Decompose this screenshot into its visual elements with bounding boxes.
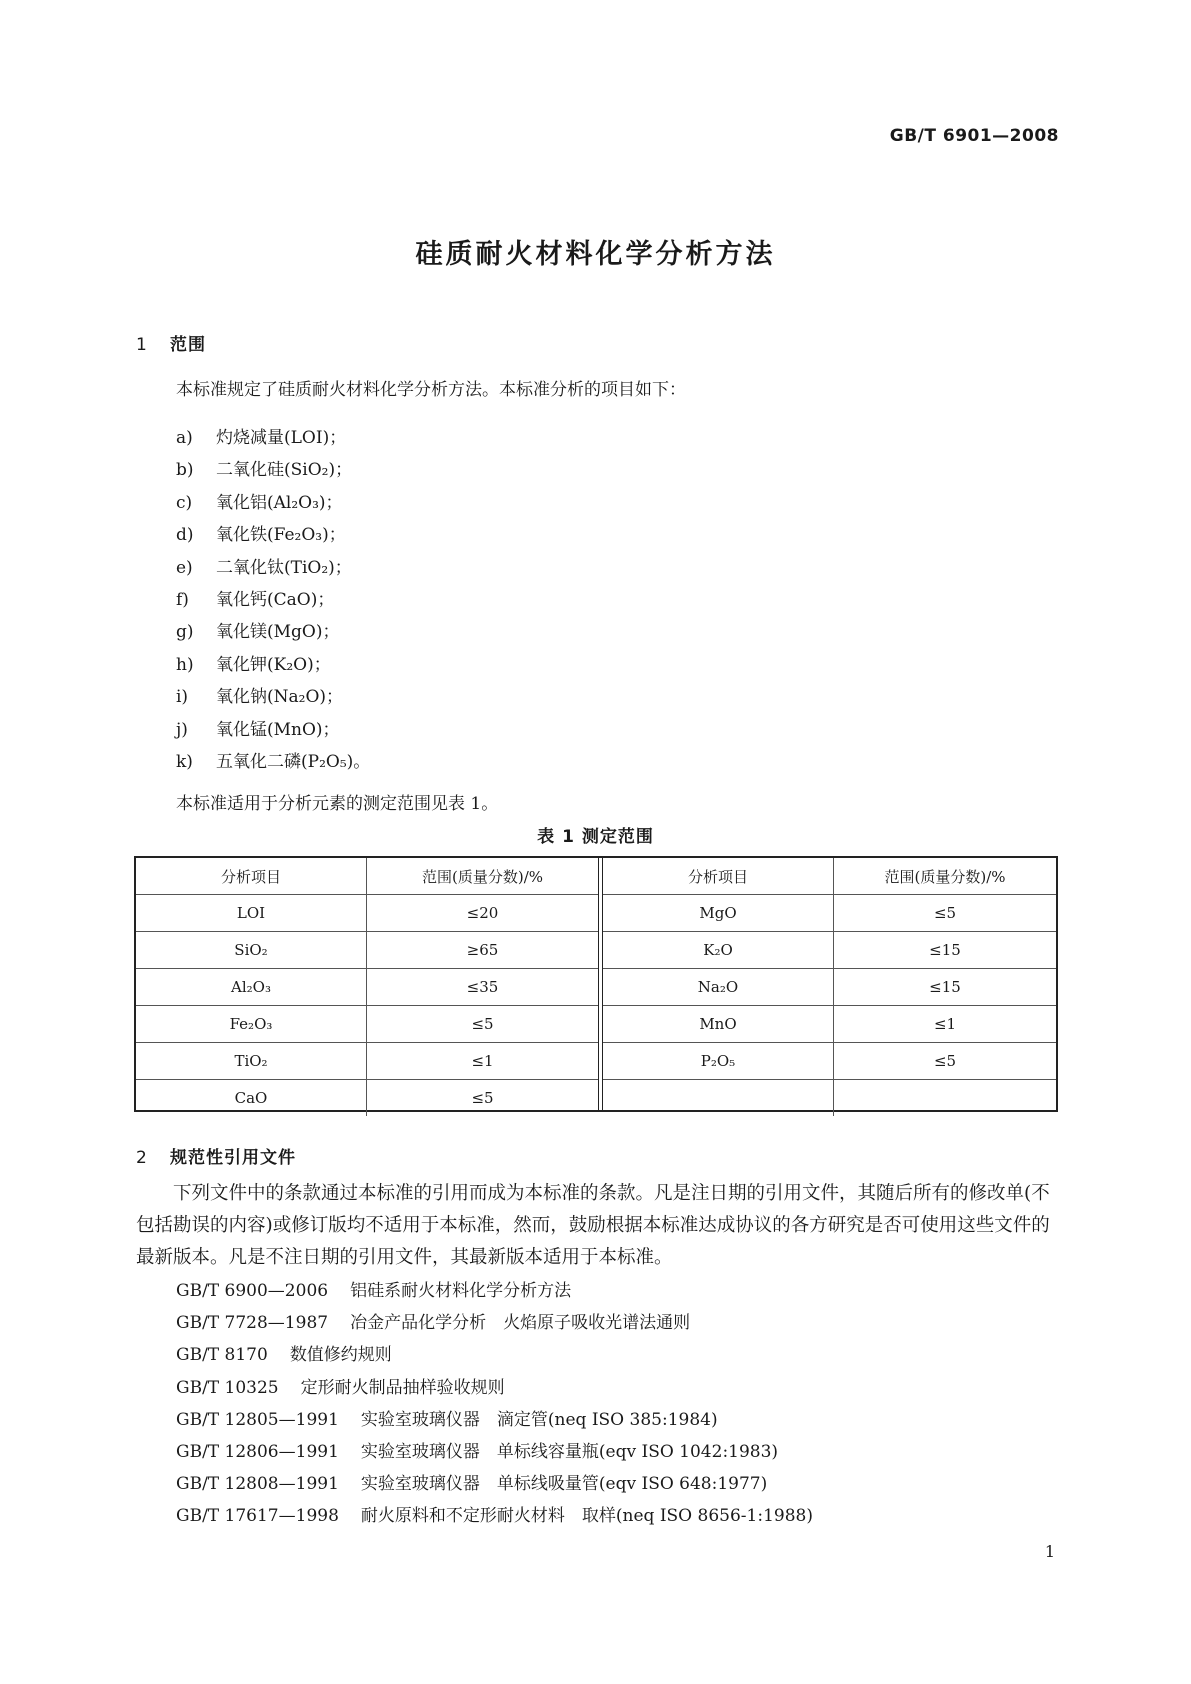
range-table — [134, 856, 1058, 1112]
list-item-mark: i) — [176, 687, 189, 708]
list-item-mark: h) — [176, 654, 194, 675]
list-item — [176, 552, 370, 584]
reference-title: 实验室玻璃仪器 单标线吸量管(eqv ISO 648:1977) — [360, 1474, 768, 1495]
reference-item — [176, 1372, 813, 1404]
table-row — [136, 932, 598, 969]
table-row — [136, 1043, 598, 1080]
list-item-mark: d) — [176, 525, 194, 546]
table-row — [136, 1080, 598, 1117]
table-cell: ≤5 — [367, 1080, 599, 1117]
table-cell: ≤15 — [834, 932, 1057, 969]
range-table-right — [602, 858, 1056, 1110]
list-item-text: 二氧化钛(TiO₂)； — [216, 557, 352, 578]
list-item — [176, 616, 370, 648]
list-item — [176, 681, 370, 713]
list-item — [176, 487, 370, 519]
table-row — [136, 1006, 598, 1043]
table-cell: MgO — [603, 895, 834, 932]
table-cell: ≤20 — [367, 895, 599, 932]
list-item-text: 氧化锰(MnO)； — [216, 719, 340, 740]
list-item — [176, 454, 370, 486]
section-1-title: 范围 — [170, 335, 206, 355]
list-item-mark: f) — [176, 589, 189, 610]
table-row — [603, 969, 1056, 1006]
document-title: 硅质耐火材料化学分析方法 — [415, 239, 776, 270]
reference-title: 定形耐火制品抽样验收规则 — [300, 1377, 505, 1398]
range-table-left — [136, 858, 599, 1110]
table-row — [603, 1080, 1056, 1117]
section-1-heading — [136, 330, 206, 355]
reference-code: GB/T 12805—1991 — [176, 1409, 339, 1430]
table-cell: ≤5 — [367, 1006, 599, 1043]
reference-code: GB/T 17617—1998 — [176, 1506, 339, 1527]
list-item-text: 氧化钾(K₂O)； — [216, 654, 331, 675]
list-item-mark: k) — [176, 751, 193, 772]
reference-item — [176, 1468, 813, 1500]
list-item-text: 氧化钙(CaO)； — [216, 589, 335, 610]
list-item-mark: a) — [176, 428, 193, 448]
reference-code: GB/T 6900—2006 — [176, 1281, 329, 1301]
reference-list — [176, 1275, 813, 1533]
reference-item — [176, 1275, 813, 1307]
table-row — [603, 1006, 1056, 1043]
table-cell: ≤15 — [834, 969, 1057, 1006]
reference-code: GB/T 12808—1991 — [176, 1474, 339, 1495]
list-item-text: 二氧化硅(SiO₂)； — [216, 460, 353, 481]
section-2-heading — [136, 1143, 296, 1168]
table-row — [136, 895, 598, 932]
reference-title: 实验室玻璃仪器 滴定管(neq ISO 385:1984) — [360, 1409, 718, 1430]
section-1-intro: 本标准规定了硅质耐火材料化学分析方法。本标准分析的项目如下： — [176, 380, 686, 400]
section-1-closing: 本标准适用于分析元素的测定范围见表 1。 — [176, 794, 499, 814]
table-cell: ≤1 — [367, 1043, 599, 1080]
table-row — [603, 1043, 1056, 1080]
reference-title: 冶金产品化学分析 火焰原子吸收光谱法通则 — [350, 1313, 691, 1334]
table-cell: LOI — [136, 895, 367, 932]
list-item — [176, 584, 370, 616]
section-1-number: 1 — [136, 335, 148, 355]
table-cell: K₂O — [603, 932, 834, 969]
table-header-row — [603, 858, 1056, 895]
reference-code: GB/T 7728—1987 — [176, 1313, 329, 1334]
list-item-mark: b) — [176, 460, 194, 481]
reference-item — [176, 1436, 813, 1468]
reference-code: GB/T 12806—1991 — [176, 1441, 339, 1462]
reference-item — [176, 1307, 813, 1339]
section-2-number: 2 — [136, 1148, 148, 1168]
table-caption: 表 1 测定范围 — [537, 827, 654, 847]
table-cell — [603, 1080, 834, 1117]
reference-code: GB/T 8170 — [176, 1345, 268, 1366]
section-2-title: 规范性引用文件 — [170, 1148, 296, 1168]
list-item-text: 氧化铝(Al₂O₃)； — [216, 492, 343, 513]
table-cell: ≤35 — [367, 969, 599, 1006]
list-item — [176, 519, 370, 551]
table-cell: ≥65 — [367, 932, 599, 969]
list-item-mark: j) — [176, 719, 188, 740]
analysis-item-list — [176, 422, 370, 778]
table-cell: Fe₂O₃ — [136, 1006, 367, 1043]
table-cell: Na₂O — [603, 969, 834, 1006]
table-cell: MnO — [603, 1006, 834, 1043]
table-cell: ≤5 — [834, 1043, 1057, 1080]
list-item — [176, 746, 370, 778]
table-header-cell: 分析项目 — [603, 858, 834, 895]
list-item-mark: c) — [176, 492, 193, 513]
reference-title: 实验室玻璃仪器 单标线容量瓶(eqv ISO 1042:1983) — [360, 1441, 779, 1462]
reference-item — [176, 1404, 813, 1436]
list-item-text: 灼烧减量(LOI)； — [216, 428, 347, 448]
reference-title: 数值修约规则 — [289, 1345, 392, 1366]
standard-code: GB/T 6901—2008 — [889, 126, 1059, 146]
list-item — [176, 649, 370, 681]
table-cell: TiO₂ — [136, 1043, 367, 1080]
table-header-cell: 分析项目 — [136, 858, 367, 895]
table-row — [603, 932, 1056, 969]
table-cell: SiO₂ — [136, 932, 367, 969]
table-row — [603, 895, 1056, 932]
section-2-paragraph: 下列文件中的条款通过本标准的引用而成为本标准的条款。凡是注日期的引用文件，其随后所有的修改单(不包括勘误的内容)或修订版均不适用于本标准，然而，鼓励根据本标准达成协议的各方研究是否可使用这些文件的最新版本。凡是不注日期的引用文件，其最新版本适用于本标准。 — [136, 1183, 1050, 1268]
reference-item — [176, 1339, 813, 1371]
list-item-text: 氧化铁(Fe₂O₃)； — [216, 525, 346, 546]
list-item-mark: g) — [176, 622, 194, 643]
list-item-text: 氧化镁(MgO)； — [216, 622, 340, 643]
list-item-text: 氧化钠(Na₂O)； — [216, 687, 344, 708]
table-cell: Al₂O₃ — [136, 969, 367, 1006]
table-cell: P₂O₅ — [603, 1043, 834, 1080]
reference-title: 铝硅系耐火材料化学分析方法 — [350, 1281, 572, 1301]
table-row — [136, 969, 598, 1006]
list-item-text: 五氧化二磷(P₂O₅)。 — [216, 751, 371, 772]
reference-item — [176, 1500, 813, 1532]
table-cell: CaO — [136, 1080, 367, 1117]
table-cell: ≤1 — [834, 1006, 1057, 1043]
table-header-cell: 范围(质量分数)/% — [367, 858, 599, 895]
reference-title: 耐火原料和不定形耐火材料 取样(neq ISO 8656-1:1988) — [360, 1506, 813, 1527]
page-number: 1 — [1044, 1542, 1055, 1561]
reference-code: GB/T 10325 — [176, 1377, 279, 1398]
table-cell: ≤5 — [834, 895, 1057, 932]
table-cell — [834, 1080, 1057, 1117]
list-item — [176, 422, 370, 454]
table-header-cell: 范围(质量分数)/% — [834, 858, 1057, 895]
section-2-paragraph-wrap — [136, 1178, 1058, 1274]
list-item — [176, 714, 370, 746]
list-item-mark: e) — [176, 557, 193, 578]
table-header-row — [136, 858, 598, 895]
